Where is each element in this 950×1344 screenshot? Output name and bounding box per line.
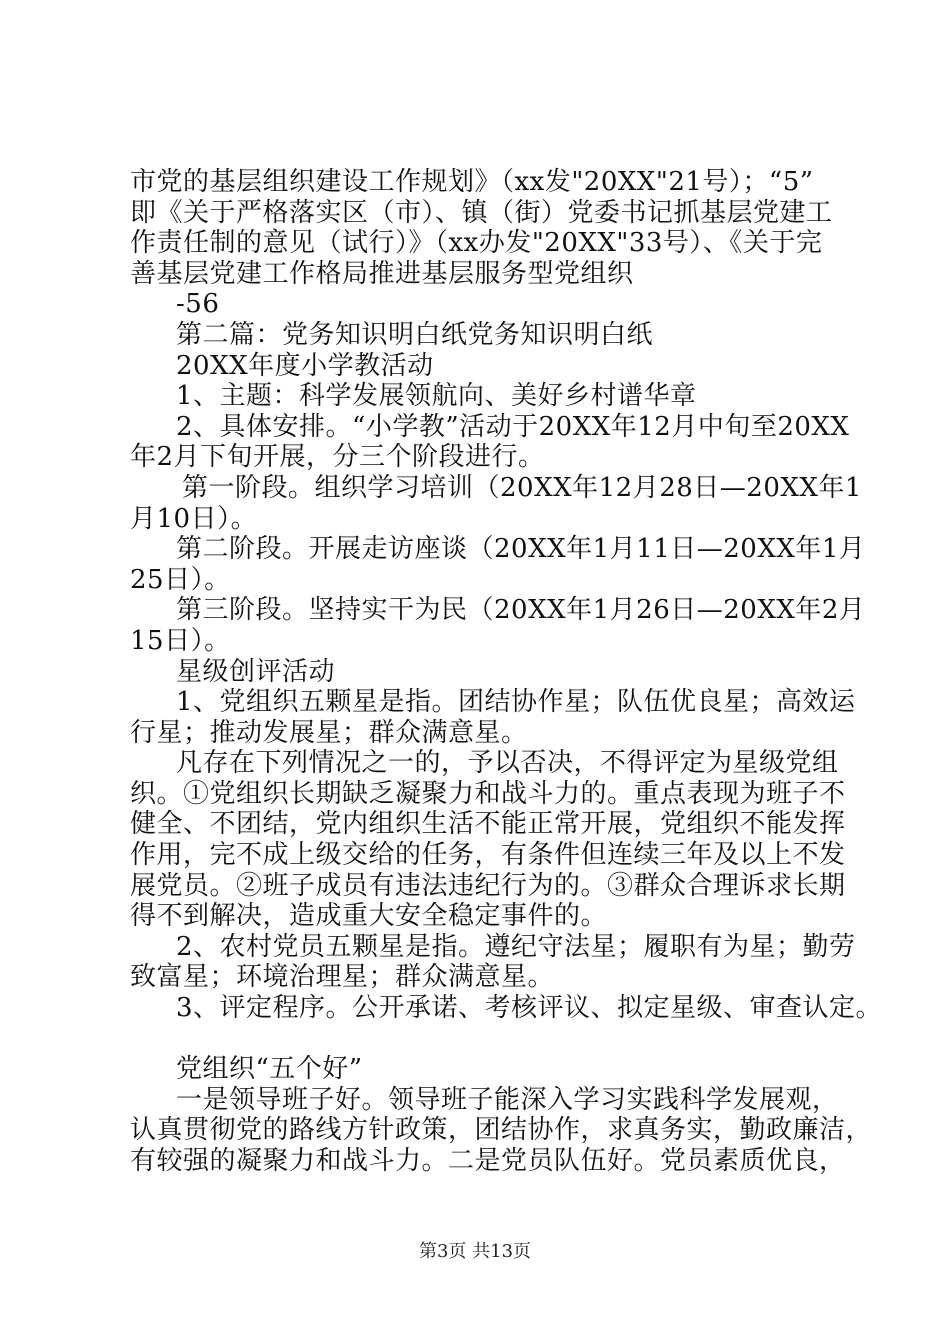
text-line: 月10日）。	[130, 503, 258, 534]
subheading: 20XX年度小学教活动	[176, 350, 434, 381]
text-line: 凡存在下列情况之一的，予以否决，不得评定为星级党组	[176, 748, 839, 779]
text-line: 善基层党建工作格局推进基层服务型党组织	[130, 258, 634, 289]
text-line: 展党员。②班子成员有违法违纪行为的。③群众合理诉求长期	[130, 870, 846, 901]
text-line: 有较强的凝聚力和战斗力。二是党员队伍好。党员素质优良，	[130, 1146, 846, 1176]
text-line: 1、主题：科学发展领航向、美好乡村谱华章	[176, 381, 697, 412]
blank-line	[130, 1024, 830, 1055]
text-line: 第三阶段。坚持实干为民（20XX年1月26日—20XX年2月	[176, 595, 866, 626]
page-footer: 第3页 共13页	[418, 1241, 532, 1262]
subheading: 党组织“五个好”	[176, 1054, 363, 1085]
document-body	[130, 167, 883, 1177]
text-line: 作责任制的意见（试行）》（xx办发"20XX"33号）、《关于完	[130, 228, 823, 259]
text-line: 行星；推动发展星；群众满意星。	[130, 717, 528, 748]
text-line: 得不到解决，造成重大安全稳定事件的。	[130, 901, 608, 932]
text-line: 2、具体安排。“小学教”活动于20XX年12月中旬至20XX	[176, 411, 850, 442]
text-line: 即《关于严格落实区（市）、镇（街）党委书记抓基层党建工	[130, 197, 833, 228]
text-line: 第二阶段。开展走访座谈（20XX年1月11日—20XX年1月	[176, 534, 866, 565]
text-line: 健全、不团结，党内组织生活不能正常开展，党组织不能发挥	[130, 809, 846, 840]
text-line: 第一阶段。组织学习培训（20XX年12月28日—20XX年1	[182, 472, 862, 503]
text-line: 作用，完不成上级交给的任务，有条件但连续三年及以上不发	[130, 840, 846, 871]
text-line: 年2月下旬开展，分三个阶段进行。	[130, 442, 545, 473]
subheading: 星级创评活动	[176, 656, 336, 687]
text-line: 1、党组织五颗星是指。团结协作星；队伍优良星；高效运	[176, 687, 856, 718]
text-line: 市党的基层组织建设工作规划》（xx发"20XX"21号）；“5”	[130, 167, 814, 197]
section-heading: 第二篇：党务知识明白纸党务知识明白纸	[176, 319, 654, 350]
text-line: 认真贯彻党的路线方针政策，团结协作，求真务实，勤政廉洁，	[130, 1115, 873, 1146]
page-number-marker: -56	[176, 289, 220, 320]
text-line: 一是领导班子好。领导班子能深入学习实践科学发展观，	[176, 1084, 839, 1115]
text-line: 织。①党组织长期缺乏凝聚力和战斗力的。重点表现为班子不	[130, 778, 846, 809]
text-line: 25日）。	[130, 564, 231, 595]
text-line: 致富星；环境治理星；群众满意星。	[130, 962, 555, 993]
text-line: 3、评定程序。公开承诺、考核评议、拟定星级、审查认定。	[176, 993, 883, 1024]
text-line: 15日）。	[130, 625, 231, 656]
text-line: 2、农村党员五颗星是指。遵纪守法星；履职有为星；勤劳	[176, 931, 856, 962]
